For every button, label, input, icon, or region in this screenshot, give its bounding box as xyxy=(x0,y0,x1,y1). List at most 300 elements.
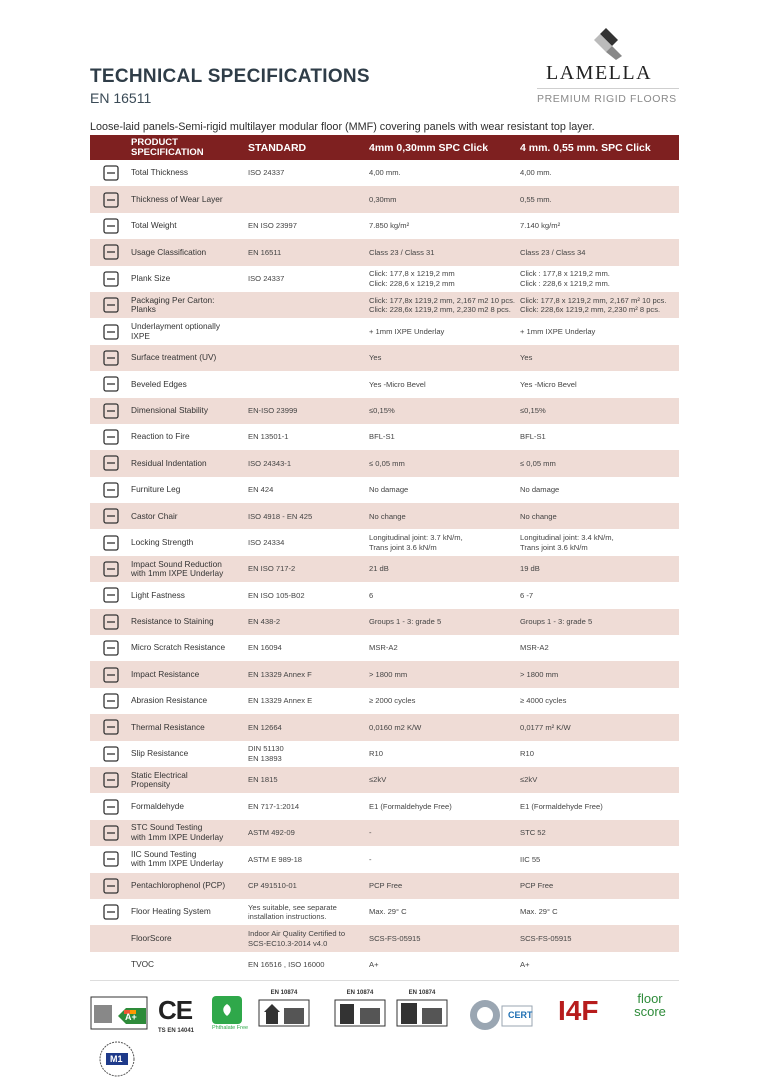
property-label: Impact Resistance xyxy=(131,668,200,679)
header-standard: STANDARD xyxy=(248,141,307,154)
m1-label: M1 xyxy=(110,1054,123,1064)
cell-line: - xyxy=(369,828,372,838)
value-cell xyxy=(369,353,520,363)
cell-line: Trans joint 3.6 kN/m xyxy=(369,542,437,552)
row-icon-cell xyxy=(90,692,131,710)
aplus-emission-badge xyxy=(90,996,148,1030)
wear-layer-icon xyxy=(102,191,120,209)
sound-icon xyxy=(102,560,120,578)
value-cell xyxy=(369,564,520,574)
cell-line: EN ISO 105-B02 xyxy=(248,590,305,600)
impact-icon xyxy=(102,666,120,684)
standard-cell xyxy=(248,960,369,970)
cell-line: Groups 1 - 3: grade 5 xyxy=(369,617,442,627)
row-icon-cell xyxy=(90,771,131,789)
table-row xyxy=(90,873,679,899)
value-cell xyxy=(520,168,679,178)
property-name xyxy=(131,322,248,341)
cell-line: 7.140 kg/m² xyxy=(520,221,561,231)
standard-cell xyxy=(248,432,369,442)
table-row xyxy=(90,213,679,239)
en-10874-class-23 xyxy=(258,990,310,1030)
property-name xyxy=(131,432,248,442)
standard-cell xyxy=(248,696,369,706)
cell-line: EN 438-2 xyxy=(248,617,281,627)
cell-line: Yes xyxy=(369,353,382,363)
cell-line: 0,0160 m2 K/W xyxy=(369,722,422,732)
value-cell xyxy=(369,617,520,627)
property-label: STC Sound Testing xyxy=(131,822,203,833)
property-name xyxy=(131,353,248,363)
aplus-label: A+ xyxy=(125,1012,137,1022)
standard-cell xyxy=(248,670,369,680)
cell-line: 4,00 mm. xyxy=(520,168,552,178)
stability-icon xyxy=(102,402,120,420)
spec-table xyxy=(90,135,679,978)
row-icon-cell xyxy=(90,296,131,314)
standard-cell xyxy=(248,643,369,653)
usage-class-icon xyxy=(102,243,120,261)
value-cell xyxy=(520,406,679,416)
furniture-leg-icon xyxy=(102,481,120,499)
property-label: Static Electrical xyxy=(131,769,188,780)
table-row xyxy=(90,635,679,661)
cell-line: SCS-FS-05915 xyxy=(369,933,421,943)
staining-icon xyxy=(102,613,120,631)
property-name xyxy=(131,850,248,869)
cell-line: Class 23 / Class 34 xyxy=(520,247,586,257)
property-name xyxy=(131,696,248,706)
property-label: Thickness of Wear Layer xyxy=(131,193,223,204)
property-label: Impact Sound Reduction xyxy=(131,558,222,569)
cell-line: Longitudinal joint: 3.7 kN/m, xyxy=(369,533,463,543)
building-class-icon xyxy=(334,996,386,1028)
value-cell xyxy=(520,591,679,601)
value-cell xyxy=(369,248,520,258)
i4f-logo xyxy=(558,995,610,1035)
header-product-spec: PRODUCT SPECIFICATION xyxy=(131,136,204,158)
property-label: Reaction to Fire xyxy=(131,431,190,442)
cell-line: MSR-A2 xyxy=(520,643,549,653)
table-row xyxy=(90,266,679,292)
floorscore-logo xyxy=(622,992,678,1036)
table-row xyxy=(90,477,679,503)
value-cell xyxy=(520,723,679,733)
row-icon-cell xyxy=(90,586,131,604)
table-row xyxy=(90,371,679,397)
phthalate-label: Phthalate Free xyxy=(212,1025,249,1031)
value-cell xyxy=(369,380,520,390)
property-label: Usage Classification xyxy=(131,246,207,257)
table-row xyxy=(90,186,679,212)
table-row xyxy=(90,661,679,687)
value-cell xyxy=(369,696,520,706)
tuv-cert-badge xyxy=(468,998,534,1032)
row-icon-cell xyxy=(90,877,131,895)
value-cell xyxy=(369,533,520,552)
spec-table-body xyxy=(90,160,679,978)
cell-line: PCP Free xyxy=(369,880,403,890)
value-cell xyxy=(369,749,520,759)
property-name xyxy=(131,749,248,759)
cell-line: R10 xyxy=(520,749,534,759)
cell-line: Click: 228,6x 1219,2 mm, 2,230 m2 8 pcs. xyxy=(369,305,511,315)
property-label: TVOC xyxy=(131,959,155,970)
stc-icon xyxy=(102,824,120,842)
m1-emission-badge xyxy=(98,1040,136,1078)
ts-standard-label: TS EN 14041 xyxy=(158,1028,195,1034)
row-icon-cell xyxy=(90,481,131,499)
table-row xyxy=(90,239,679,265)
property-sublabel: with 1mm IXPE Underlay xyxy=(131,568,224,579)
cell-line: EN-ISO 23999 xyxy=(248,405,298,415)
cell-line: Trans joint 3.6 kN/m xyxy=(520,542,588,552)
property-name xyxy=(131,560,248,579)
cell-line: 0,30mm xyxy=(369,194,397,204)
cell-line: IIC 55 xyxy=(520,854,541,864)
cell-line: 7.850 kg/m² xyxy=(369,221,410,231)
cell-line: BFL-S1 xyxy=(520,432,546,442)
cell-line: ASTM E 989-18 xyxy=(248,854,303,864)
header-variant-1: 4mm 0,30mm SPC Click xyxy=(369,141,489,154)
property-label: Micro Scratch Resistance xyxy=(131,642,226,653)
value-cell xyxy=(369,269,520,288)
page-subtitle: EN 16511 xyxy=(90,90,152,106)
row-icon-cell xyxy=(90,243,131,261)
property-label: Plank Size xyxy=(131,273,171,283)
table-row xyxy=(90,556,679,582)
property-label: Formaldehyde xyxy=(131,800,185,811)
cell-line: 19 dB xyxy=(520,564,540,574)
cell-line: EN 13501-1 xyxy=(248,432,289,442)
standard-cell xyxy=(248,591,369,601)
cell-line: ISO 24343-1 xyxy=(248,458,292,468)
cell-line: 6 xyxy=(369,590,374,600)
cell-line: EN 16516 , ISO 16000 xyxy=(248,960,325,970)
property-label: Dimensional Stability xyxy=(131,404,209,415)
property-name xyxy=(131,512,248,522)
value-cell xyxy=(520,670,679,680)
property-sublabel: IXPE xyxy=(131,330,150,341)
table-row xyxy=(90,793,679,819)
cell-line: No change xyxy=(520,511,557,521)
property-sublabel: with 1mm IXPE Underlay xyxy=(131,831,224,842)
row-icon-cell xyxy=(90,850,131,868)
cell-line: No damage xyxy=(369,485,409,495)
table-row xyxy=(90,688,679,714)
value-cell xyxy=(369,168,520,178)
cell-line: Max. 29° C xyxy=(520,907,558,917)
row-icon-cell xyxy=(90,507,131,525)
standard-cell xyxy=(248,929,369,948)
standard-cell xyxy=(248,248,369,258)
cell-line: R10 xyxy=(369,749,383,759)
cell-line: BFL-S1 xyxy=(369,432,395,442)
standard-cell xyxy=(248,828,369,838)
property-label: Pentachlorophenol (PCP) xyxy=(131,879,226,890)
property-label: Surface treatment (UV) xyxy=(131,352,217,363)
property-label: FloorScore xyxy=(131,932,172,943)
property-sublabel: Propensity xyxy=(131,779,171,790)
table-row xyxy=(90,529,679,555)
value-cell xyxy=(520,881,679,891)
cell-line: ≤2kV xyxy=(520,775,538,785)
standard-cell xyxy=(248,903,369,922)
row-icon-cell xyxy=(90,217,131,235)
cell-line: ≤2kV xyxy=(369,775,387,785)
cell-line: ≤0,15% xyxy=(369,405,395,415)
value-cell xyxy=(369,934,520,944)
value-cell xyxy=(369,296,520,315)
property-label: Abrasion Resistance xyxy=(131,695,208,706)
value-cell xyxy=(520,432,679,442)
property-name xyxy=(131,274,248,284)
row-icon-cell xyxy=(90,666,131,684)
footer-divider xyxy=(90,980,679,981)
property-label: IIC Sound Testing xyxy=(131,848,197,859)
value-cell xyxy=(520,855,679,865)
property-label: Light Fastness xyxy=(131,589,185,600)
standard-cell xyxy=(248,406,369,416)
table-row xyxy=(90,450,679,476)
commercial-class-icon xyxy=(396,996,448,1028)
cell-line: E1 (Formaldehyde Free) xyxy=(369,801,452,811)
cell-line: installation instructions. xyxy=(248,912,327,922)
property-name xyxy=(131,670,248,680)
property-name xyxy=(131,538,248,548)
cell-line: + 1mm IXPE Underlay xyxy=(369,326,445,336)
table-row xyxy=(90,318,679,344)
row-icon-cell xyxy=(90,349,131,367)
cell-line: 0,0177 m² K/W xyxy=(520,722,571,732)
cell-line: No damage xyxy=(520,485,560,495)
row-icon-cell xyxy=(90,428,131,446)
phthalate-free-badge xyxy=(212,996,248,1034)
light-icon xyxy=(102,586,120,604)
plank-size-icon xyxy=(102,270,120,288)
cell-line: PCP Free xyxy=(520,880,554,890)
beveled-edge-icon xyxy=(102,375,120,393)
cell-line: A+ xyxy=(520,960,530,970)
i4f-label: I4F xyxy=(558,995,599,1026)
floorscore-label: floor score xyxy=(634,991,666,1019)
cell-line: EN ISO 23997 xyxy=(248,221,297,231)
value-cell xyxy=(369,855,520,865)
cell-line: ≤0,15% xyxy=(520,405,546,415)
value-cell xyxy=(369,406,520,416)
cell-line: Indoor Air Quality Certified to xyxy=(248,929,346,939)
table-row xyxy=(90,398,679,424)
property-name xyxy=(131,168,248,178)
row-icon-cell xyxy=(90,323,131,341)
castor-chair-icon xyxy=(102,507,120,525)
row-icon-cell xyxy=(90,534,131,552)
static-icon xyxy=(102,771,120,789)
value-cell xyxy=(369,485,520,495)
standard-cell xyxy=(248,744,369,763)
value-cell xyxy=(369,828,520,838)
table-row xyxy=(90,292,679,318)
cell-line: ≤ 0,05 mm xyxy=(369,458,405,468)
cell-line: EN 16094 xyxy=(248,643,282,653)
property-label: Castor Chair xyxy=(131,510,178,521)
value-cell xyxy=(369,195,520,205)
property-label: Total Thickness xyxy=(131,167,189,178)
property-sublabel: with 1mm IXPE Underlay xyxy=(131,858,224,869)
thermal-icon xyxy=(102,718,120,736)
row-icon-cell xyxy=(90,270,131,288)
value-cell xyxy=(520,564,679,574)
cell-line: SCS-EC10.3-2014 v4.0 xyxy=(248,938,328,948)
cell-line: Yes suitable, see separate xyxy=(248,902,337,912)
property-label: Thermal Resistance xyxy=(131,721,205,732)
cell-line: - xyxy=(369,854,372,864)
standard-cell xyxy=(248,168,369,178)
cell-line: ≥ 2000 cycles xyxy=(369,696,416,706)
property-label: Furniture Leg xyxy=(131,484,181,495)
standard-cell xyxy=(248,274,369,284)
property-name xyxy=(131,802,248,812)
thickness-icon xyxy=(102,164,120,182)
lamella-logo-icon xyxy=(588,26,624,62)
cell-line: Longitudinal joint: 3.4 kN/m, xyxy=(520,533,614,543)
logo-tagline: PREMIUM RIGID FLOORS xyxy=(537,93,677,105)
cell-line: EN 13329 Annex F xyxy=(248,669,312,679)
row-icon-cell xyxy=(90,903,131,921)
cell-line: No change xyxy=(369,511,406,521)
row-icon-cell xyxy=(90,560,131,578)
standard-cell xyxy=(248,802,369,812)
property-name xyxy=(131,643,248,653)
cell-line: ≥ 4000 cycles xyxy=(520,696,567,706)
value-cell xyxy=(369,907,520,917)
property-name xyxy=(131,823,248,842)
row-icon-cell xyxy=(90,718,131,736)
value-cell xyxy=(520,485,679,495)
weight-icon xyxy=(102,217,120,235)
value-cell xyxy=(369,881,520,891)
property-name xyxy=(131,406,248,416)
cell-line: ISO 24337 xyxy=(248,274,285,283)
table-row xyxy=(90,503,679,529)
value-cell xyxy=(520,327,679,337)
iic-icon xyxy=(102,850,120,868)
property-label: Underlayment optionally xyxy=(131,321,221,332)
uv-surface-icon xyxy=(102,349,120,367)
cell-line: EN 12664 xyxy=(248,722,282,732)
cell-line: ISO 24334 xyxy=(248,537,285,547)
value-cell xyxy=(520,696,679,706)
cell-line: 4,00 mm. xyxy=(369,168,401,178)
row-icon-cell xyxy=(90,824,131,842)
cell-line: + 1mm IXPE Underlay xyxy=(520,326,596,336)
value-cell xyxy=(520,221,679,231)
value-cell xyxy=(369,591,520,601)
en-10874-class-31 xyxy=(334,990,386,1030)
row-icon-cell xyxy=(90,191,131,209)
property-name xyxy=(131,296,248,315)
ce-label: CE xyxy=(158,995,193,1025)
table-row xyxy=(90,424,679,450)
property-label: Slip Resistance xyxy=(131,748,189,759)
table-row xyxy=(90,899,679,925)
logo-divider xyxy=(537,88,679,89)
standard-cell xyxy=(248,512,369,522)
value-cell xyxy=(369,327,520,337)
en-label-2: EN 10874 xyxy=(346,990,374,996)
value-cell xyxy=(520,934,679,944)
property-name xyxy=(131,771,248,790)
property-name xyxy=(131,907,248,917)
cell-line: MSR-A2 xyxy=(369,643,398,653)
property-name xyxy=(131,221,248,231)
value-cell xyxy=(520,775,679,785)
value-cell xyxy=(520,353,679,363)
value-cell xyxy=(520,380,679,390)
header-variant-2: 4 mm. 0,55 mm. SPC Click xyxy=(520,141,651,154)
underlayment-icon xyxy=(102,323,120,341)
fire-icon xyxy=(102,428,120,446)
ce-mark xyxy=(158,995,196,1035)
leaf-icon xyxy=(219,1002,235,1018)
table-row xyxy=(90,160,679,186)
value-cell xyxy=(369,512,520,522)
table-row xyxy=(90,741,679,767)
value-cell xyxy=(520,828,679,838)
cell-line: Click: 177,8x 1219,2 mm, 2,167 m2 10 pcs. xyxy=(369,295,516,305)
indentation-icon xyxy=(102,454,120,472)
cert-label: CERT xyxy=(508,1010,533,1020)
cell-line: ≤ 0,05 mm xyxy=(520,458,556,468)
standard-cell xyxy=(248,564,369,574)
cell-line: Click : 177,8 x 1219,2 mm. xyxy=(520,269,610,279)
value-cell xyxy=(369,221,520,231)
table-row xyxy=(90,767,679,793)
property-label: Floor Heating System xyxy=(131,906,211,917)
table-row xyxy=(90,952,679,978)
cell-line: 6 -7 xyxy=(520,590,534,600)
standard-cell xyxy=(248,459,369,469)
row-icon-cell xyxy=(90,798,131,816)
row-icon-cell xyxy=(90,375,131,393)
cell-line: EN 1815 xyxy=(248,775,278,785)
value-cell xyxy=(520,907,679,917)
row-icon-cell xyxy=(90,402,131,420)
property-name xyxy=(131,960,248,970)
property-name xyxy=(131,485,248,495)
table-row xyxy=(90,582,679,608)
formaldehyde-icon xyxy=(102,798,120,816)
cell-line: CP 491510-01 xyxy=(248,880,297,890)
property-label: Packaging Per Carton: xyxy=(131,294,215,305)
row-icon-cell xyxy=(90,613,131,631)
value-cell xyxy=(520,802,679,812)
standard-cell xyxy=(248,617,369,627)
cell-line: Click : 228,6 x 1219,2 mm. xyxy=(520,278,610,288)
value-cell xyxy=(369,643,520,653)
value-cell xyxy=(520,195,679,205)
property-label: Resistance to Staining xyxy=(131,616,214,627)
row-icon-cell xyxy=(90,745,131,763)
table-row xyxy=(90,609,679,635)
slip-icon xyxy=(102,745,120,763)
cell-line: ISO 4918 - EN 425 xyxy=(248,511,313,521)
cell-line: EN 13893 xyxy=(248,753,282,763)
table-row xyxy=(90,846,679,872)
property-name xyxy=(131,617,248,627)
value-cell xyxy=(520,617,679,627)
property-sublabel: Planks xyxy=(131,304,156,315)
